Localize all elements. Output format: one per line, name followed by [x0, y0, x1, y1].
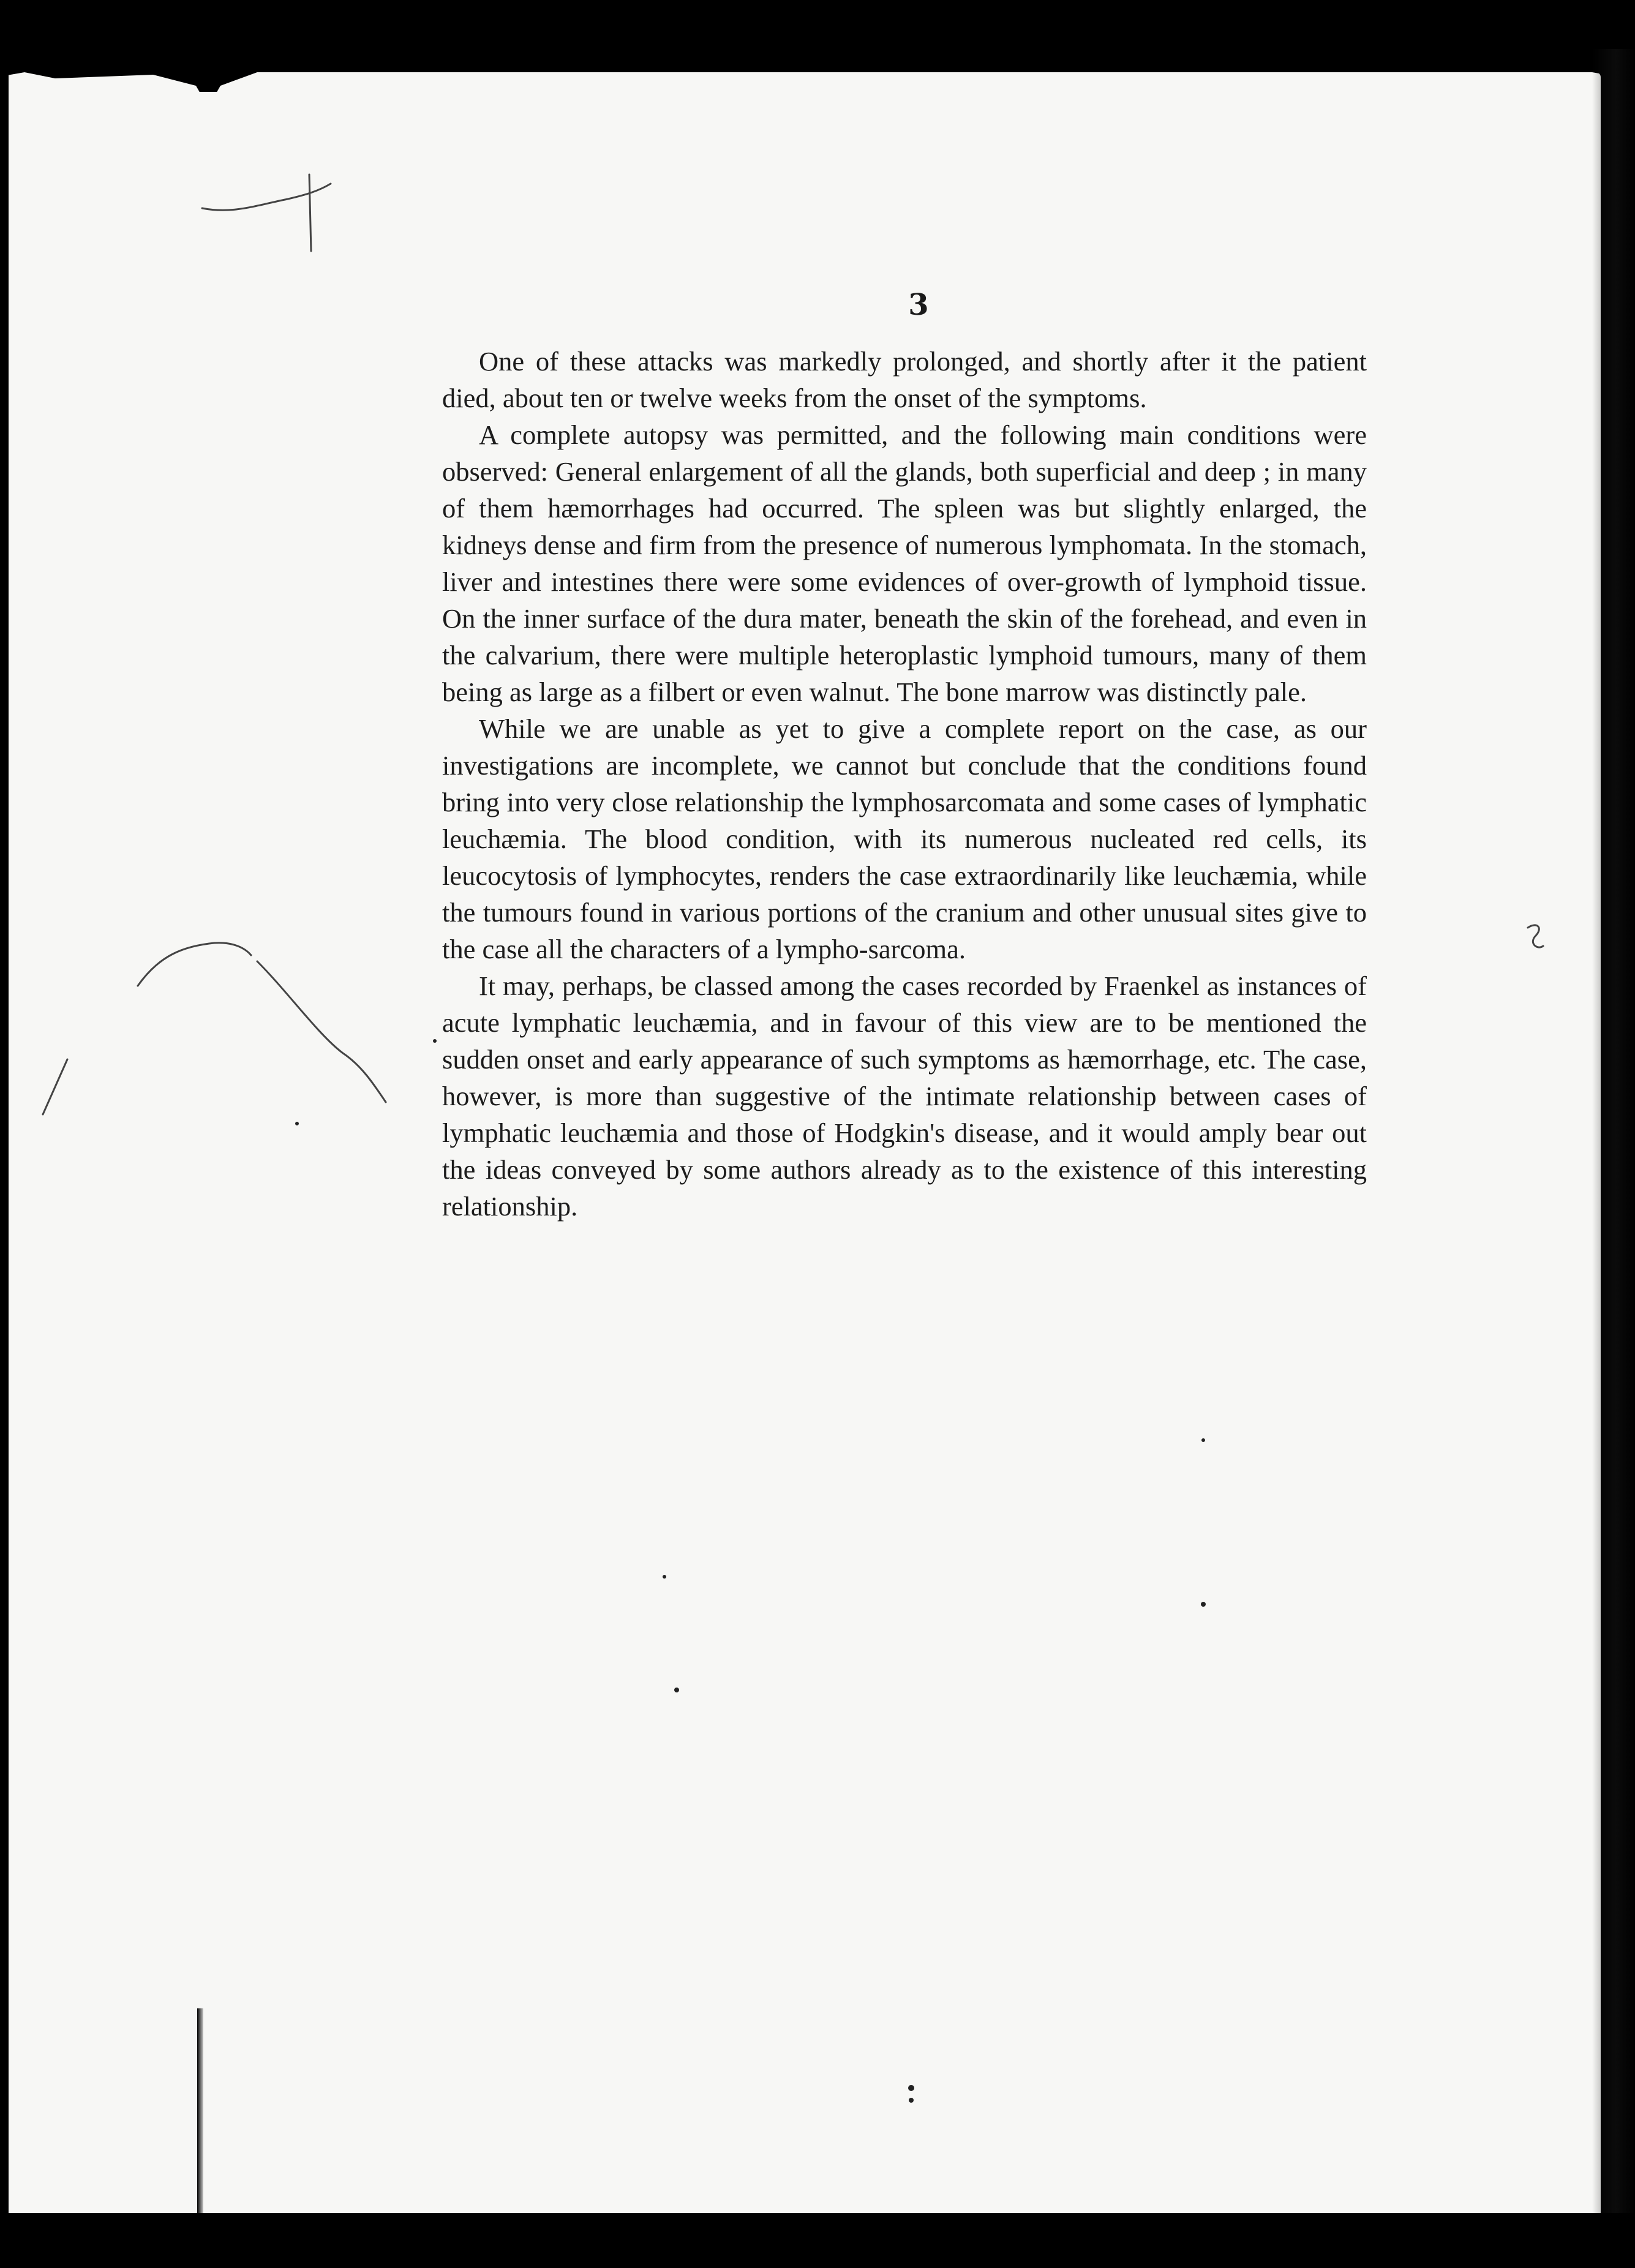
paragraph-1: One of these attacks was markedly prolonged, and shortly after it the patient died, about ten or twelve weeks from the onset of the symptoms. [442, 346, 1367, 413]
paragraph-2: A complete autopsy was permitted, and the following main conditions were observed: General enlargement of all the glands, both superficial and deep ; in many of them hæmorrhages had occurred. The spleen was but slightly enlarged, the kidneys dense and firm from the presence of numerous lymphomata. In the stomach, liver and intestines there were some evidences of over-growth of lymphoid tissue. On the inner surface of the dura mater, beneath the skin of the forehead, and even in the calvarium, there were multiple heteroplastic lymphoid tumours, many of them being as large as a filbert or even walnut. The bone marrow was distinctly pale. [442, 419, 1367, 707]
paragraph-4: It may, perhaps, be classed among the cases recorded by Fraenkel as instances of acute lymphatic leuchæmia, and in favour of this view are to be mentioned the sudden onset and early appearance of such symptoms as hæmorrhage, etc. The case, however, is more than suggestive of the intimate relationship between cases of lymphatic leuchæmia and those of Hodgkin's disease, and it would amply bear out the ideas conveyed by some authors already as to the existence of this interesting relationship. [442, 971, 1367, 1222]
page-number: 3 [908, 288, 929, 322]
paragraph-3: While we are unable as yet to give a complete report on the case, as our investigations are incomplete, we cannot but conclude that the conditions found bring into very close relationship the lymphosarcomata and some cases of lymphatic leuchæmia. The blood condition, with its numerous nucleated red cells, its leucocytosis of lymphocytes, renders the case extraordinarily like leuchæmia, while the tumours found in various portions of the cranium and other unusual sites give to the case all the characters of a lympho-sarcoma. [442, 713, 1367, 964]
body-text [442, 343, 1367, 1225]
